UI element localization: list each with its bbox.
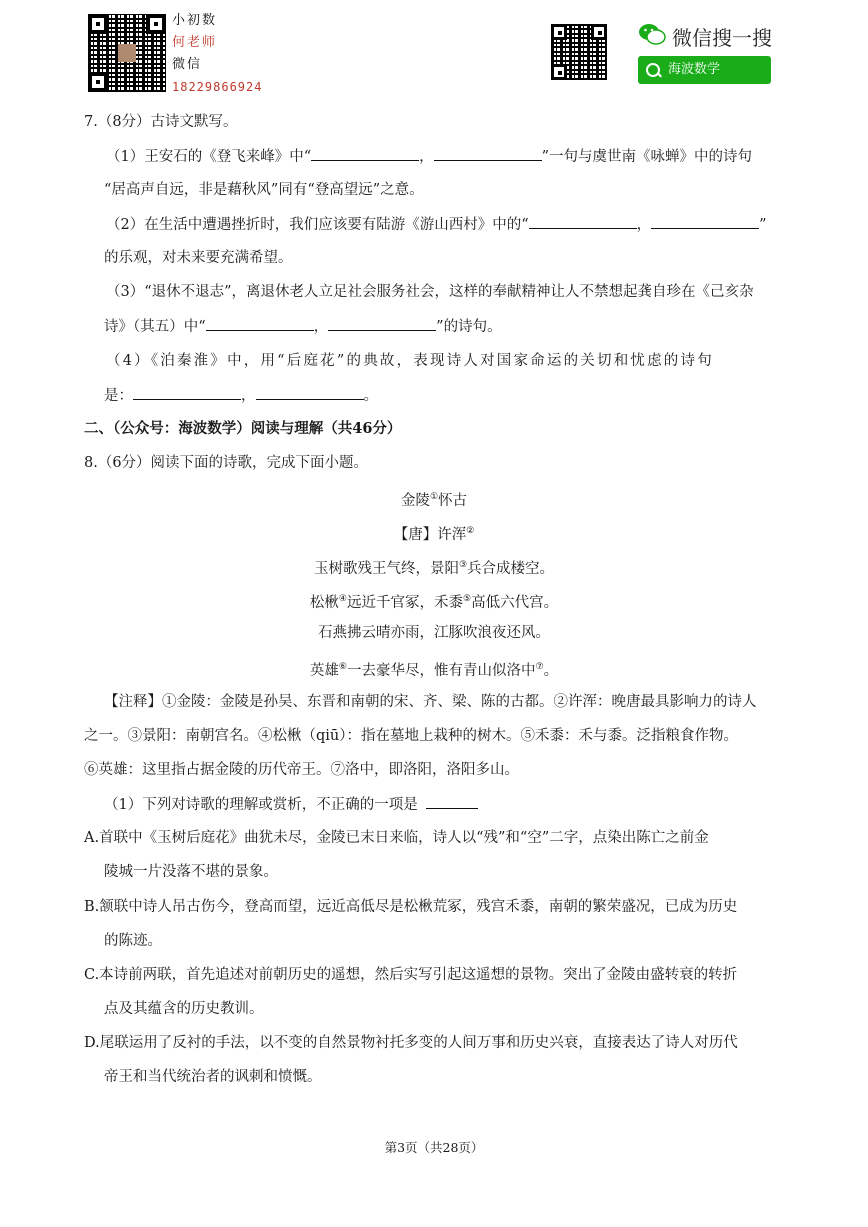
option-c-line-1: C.本诗前两联，首先追述对前朝历史的遥想，然后实写引起这遥想的景物。突出了金陵由盛转衰的转折: [84, 967, 738, 983]
q8-title: 8.（6分）阅读下面的诗歌，完成下面小题。: [84, 455, 369, 471]
section-heading: 二、（公众号：海波数学）阅读与理解（共46分）: [84, 420, 402, 437]
q7-part2-line1: （2）在生活中遭遇挫折时，我们应该要有陆游《游山西村》中的“ ， ”: [106, 214, 810, 235]
handwritten-contact: [172, 10, 262, 98]
q7-title: 7.（8分）古诗文默写。: [84, 114, 238, 130]
qr-code-right: [551, 24, 607, 80]
option-a-line-1: A.首联中《玉树后庭花》曲犹未尽，金陵已末日来临，诗人以“残”和“空”二字，点染出陈亡之前金: [84, 830, 709, 846]
answer-blank[interactable]: [651, 214, 759, 229]
q7-part4-line2: 是： ， 。: [104, 385, 808, 406]
subquestion-1: （1）下列对诗歌的理解或赏析，不正确的一项是: [104, 794, 808, 815]
option-c-line-2: 点及其蕴含的历史教训。: [104, 1001, 264, 1017]
poem-line-4: 英雄⑥一去豪华尽，惟有青山似洛中⑦。: [309, 662, 559, 679]
page-number: 第3页（共28页）: [384, 1140, 484, 1155]
wechat-icon: [638, 22, 666, 46]
search-icon-handle: [657, 73, 662, 78]
poem-author: 【唐】许浑②: [393, 526, 475, 543]
q7-part4-line1: （4）《泊秦淮》中，用“后庭花”的典故，表现诗人对国家命运的关切和忧虑的诗句: [106, 353, 714, 369]
notes-line-1: 【注释】①金陵：金陵是孙吴、东晋和南朝的宋、齐、梁、陈的古都。②许浑：晚唐最具影响力的诗人: [104, 694, 757, 710]
answer-blank[interactable]: [311, 146, 419, 161]
handwritten-line-1: 小初数: [172, 13, 218, 28]
handwritten-line-3: 微信: [172, 57, 203, 72]
q7-part2-line2: 的乐观，对未来要充满希望。: [104, 250, 293, 266]
poem-line-2: 松楸④远近千官冢，禾黍⑤高低六代宫。: [309, 594, 559, 611]
search-box[interactable]: [638, 56, 771, 84]
answer-blank[interactable]: [328, 316, 436, 331]
wechat-search-label: 微信搜一搜: [672, 26, 772, 50]
poem-title: 金陵①怀古: [400, 492, 468, 509]
notes-line-2: 之一。③景阳：南朝宫名。④松楸（qiū）：指在墓地上栽种的树木。⑤禾黍：禾与黍。泛指粮食作物。: [84, 728, 739, 744]
answer-blank[interactable]: [206, 316, 314, 331]
avatar: [118, 44, 136, 62]
answer-blank[interactable]: [529, 214, 637, 229]
answer-blank[interactable]: [434, 146, 542, 161]
q7-part3-line2: 诗》（其五）中“ ， ”的诗句。: [104, 316, 808, 337]
qr-code-left: [88, 14, 166, 92]
notes-line-3: ⑥英雄：这里指占据金陵的历代帝王。⑦洛中，即洛阳，洛阳多山。: [84, 762, 519, 778]
option-b-line-2: 的陈迹。: [104, 933, 162, 949]
option-b-line-1: B.颔联中诗人吊古伤今，登高而望，远近高低尽是松楸荒冢，残宫禾黍，南朝的繁荣盛况，已成为历史: [84, 899, 738, 915]
search-term: 海波数学: [668, 62, 721, 77]
poem-line-3: 石燕拂云晴亦雨，江豚吹浪夜还风。: [318, 625, 550, 641]
answer-blank[interactable]: [256, 385, 364, 400]
answer-blank[interactable]: [426, 794, 478, 809]
handwritten-phone: 18229866924: [172, 80, 263, 94]
option-d-line-1: D.尾联运用了反衬的手法，以不变的自然景物衬托多变的人间万事和历史兴衰，直接表达了诗人对历代: [84, 1035, 738, 1051]
answer-blank[interactable]: [133, 385, 241, 400]
option-a-line-2: 陵城一片没落不堪的景象。: [104, 864, 278, 880]
poem-line-1: 玉树歌残王气终，景阳③兵合成楼空。: [313, 560, 555, 577]
q7-part1-line2: “居高声自远，非是藉秋风”同有“登高望远”之意。: [104, 182, 424, 198]
q7-part1-line1: （1）王安石的《登飞来峰》中“ ， ”一句与虞世南《咏蝉》中的诗句: [106, 146, 810, 167]
option-d-line-2: 帝王和当代统治者的讽刺和愤慨。: [104, 1069, 322, 1085]
handwritten-line-2: 何老师: [172, 35, 218, 50]
q7-part3-line1: （3）“退休不退志”，离退休老人立足社会服务社会，这样的奉献精神让人不禁想起龚自珍在《己亥杂: [106, 284, 754, 300]
